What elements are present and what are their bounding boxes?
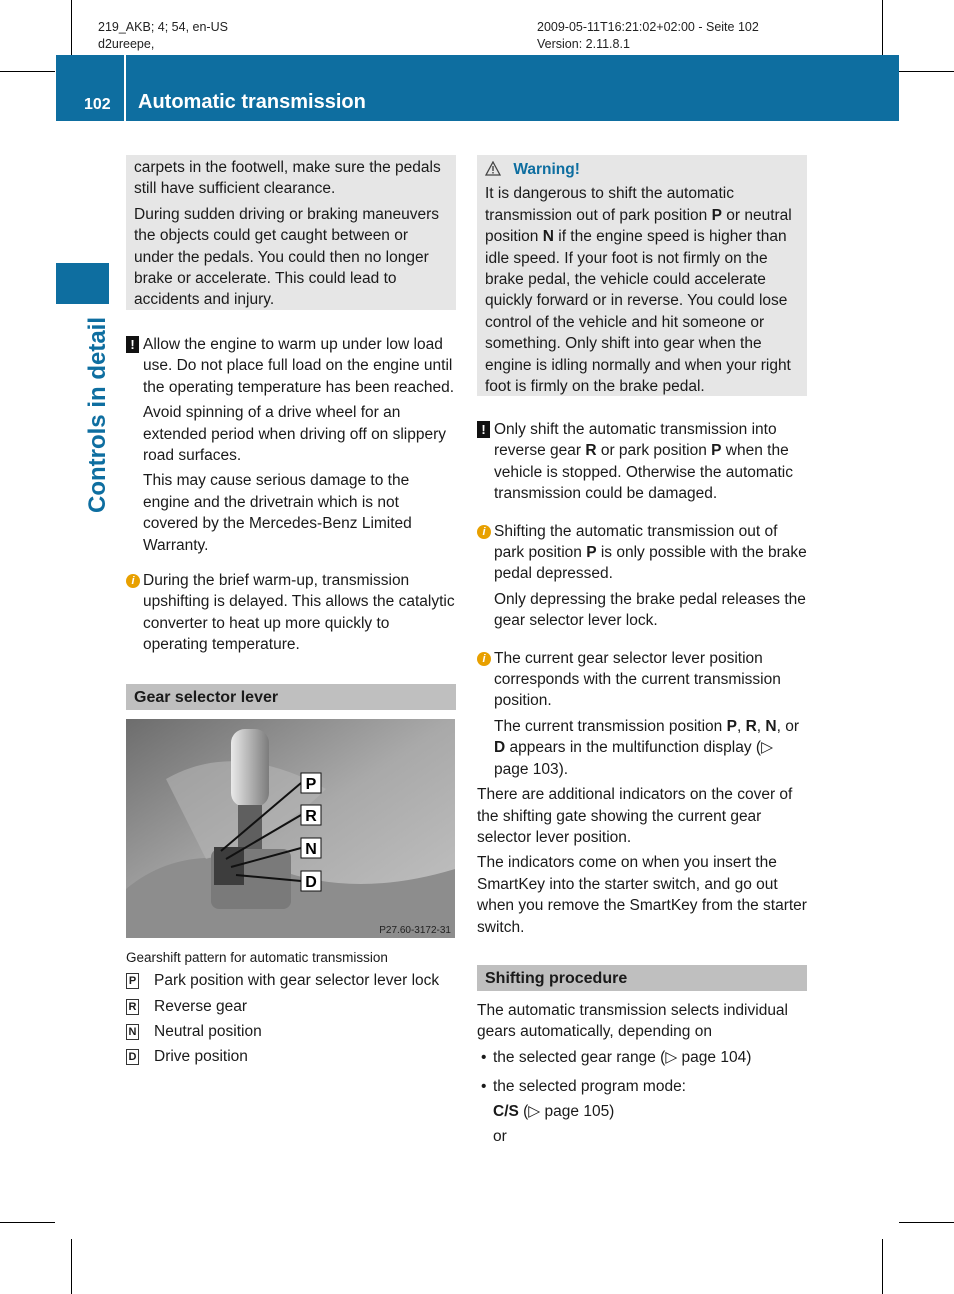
print-meta-left	[98, 19, 228, 53]
meta-line: Version: 2.11.8.1	[537, 37, 630, 51]
conjunction-text: or	[493, 1127, 507, 1145]
photo-label-p: P	[305, 775, 317, 793]
paragraph: The current gear selector lever position corresponds with the current transmission position.	[494, 649, 781, 710]
paragraph: The automatic transmission selects individual gears automatically, depending on	[477, 1001, 788, 1041]
paragraph: Shifting the automatic transmission out of park position P is only possible with the brake pedal depressed.	[494, 522, 807, 583]
paragraph: Only depressing the brake pedal releases the gear selector lever lock.	[494, 590, 806, 630]
legend-text: Neutral position	[154, 1022, 262, 1040]
key-symbol: D	[126, 1049, 139, 1065]
subsection-heading: Shifting procedure	[477, 965, 807, 991]
info-icon: i	[477, 525, 491, 539]
key-symbol: P	[126, 973, 139, 989]
photo-code: P27.60-3172-31	[379, 924, 451, 936]
crop-mark	[882, 1239, 883, 1294]
subsection-heading: Gear selector lever	[126, 684, 456, 710]
info-note	[477, 648, 807, 780]
exclamation-icon: !	[126, 336, 139, 353]
key-symbol: N	[126, 1024, 139, 1040]
paragraph: Allow the engine to warm up under low load use. Do not place full load on the engine until the operating temperature has been reached.	[143, 336, 455, 396]
warning-heading	[485, 159, 799, 180]
caution-note	[477, 419, 807, 505]
paragraph: carpets in the footwell, make sure the pedals still have sufficient clearance.	[134, 159, 441, 198]
crop-mark	[899, 71, 954, 72]
legend-item	[126, 1046, 456, 1067]
paragraph: This may cause serious damage to the engine and the drivetrain which is not covered by the Mercedes-Benz Limited Warranty.	[143, 472, 412, 554]
header-divider	[124, 55, 126, 121]
sidebar-tab-marker	[56, 263, 109, 304]
photo-caption: Gearshift pattern for automatic transmission	[126, 949, 388, 965]
page-reference: (▷ page 105)	[518, 1102, 615, 1120]
legend-text: Park position with gear selector lever lock	[154, 972, 440, 990]
info-icon: i	[477, 652, 491, 666]
info-icon: i	[126, 574, 140, 588]
gear-selector-photo	[126, 719, 455, 938]
warning-text: It is dangerous to shift the automatic transmission out of park position P or neutral position N if the engine speed is higher than idle speed. If your foot is not firmly on the brake pedal, the vehicle could accelerate quickly forward or in reverse. You could lose control of the vehicle and hit someone or something. Only shift into gear when the engine is idling normally and when your right foot is firmly on the brake pedal.	[485, 185, 792, 396]
legend-item	[126, 970, 456, 991]
left-column	[126, 155, 456, 1072]
info-note	[126, 570, 456, 656]
meta-line: d2ureepe,	[98, 37, 155, 51]
info-note	[477, 521, 807, 632]
section-title: Automatic transmission	[138, 91, 366, 113]
key-symbol: R	[126, 999, 139, 1015]
exclamation-icon: !	[477, 421, 490, 438]
legend-text: Drive position	[154, 1048, 248, 1066]
sidebar-chapter-label: Controls in detail	[84, 316, 111, 514]
list-item: • the selected program mode:	[477, 1076, 807, 1097]
meta-line: 219_AKB; 4; 54, en-US	[98, 20, 228, 34]
paragraph: Avoid spinning of a drive wheel for an extended period when driving off on slippery road surfaces.	[143, 404, 447, 465]
legend-list	[126, 970, 456, 1068]
warning-triangle-icon	[485, 161, 501, 176]
gear-selector-illustration	[126, 719, 455, 938]
meta-line: 2009-05-11T16:21:02+02:00 - Seite 102	[537, 20, 759, 34]
program-mode-ref	[477, 1101, 807, 1122]
crop-mark	[0, 1222, 55, 1223]
page-number: 102	[84, 96, 111, 113]
paragraph: There are additional indicators on the cover of the shifting gate showing the current gear selector lever position.	[477, 786, 793, 846]
photo-label-r: R	[305, 807, 317, 825]
paragraph: During the brief warm-up, transmission upshifting is delayed. This allows the catalytic converter to heat up more quickly to operating temperature.	[143, 572, 455, 654]
list-item: • the selected gear range (▷ page 104)	[477, 1047, 807, 1068]
paragraph: The indicators come on when you insert the SmartKey into the starter switch, and go out when you remove the SmartKey from the starter switch.	[477, 854, 807, 936]
caution-note	[126, 334, 456, 556]
paragraph: Only shift the automatic transmission into reverse gear R or park position P when the vehicle is stopped. Otherwise the automatic transmission could be damaged.	[494, 421, 793, 503]
continued-warning-box	[126, 155, 456, 310]
warning-title: Warning!	[513, 161, 580, 178]
legend-item	[126, 996, 456, 1017]
print-meta-right	[537, 19, 759, 53]
photo-label-n: N	[305, 840, 317, 858]
photo-label-d: D	[305, 873, 317, 891]
crop-mark	[882, 0, 883, 55]
crop-mark	[899, 1222, 954, 1223]
legend-text: Reverse gear	[154, 997, 248, 1015]
right-column	[477, 155, 807, 1147]
legend-item	[126, 1021, 456, 1042]
mode-key: C/S	[493, 1102, 519, 1120]
crop-mark	[0, 71, 55, 72]
crop-mark	[71, 1239, 72, 1294]
shift-gate-indicator	[214, 847, 244, 885]
paragraph: The current transmission position P, R, N, or D appears in the multifunction display (▷ page 103).	[494, 717, 800, 778]
selector-knob	[231, 729, 269, 807]
paragraph: During sudden driving or braking maneuvers the objects could get caught between or under the pedals. You could then no longer brake or accelerate. This could lead to accidents and injury.	[134, 205, 439, 309]
warning-box	[477, 155, 807, 396]
crop-mark	[71, 0, 72, 55]
